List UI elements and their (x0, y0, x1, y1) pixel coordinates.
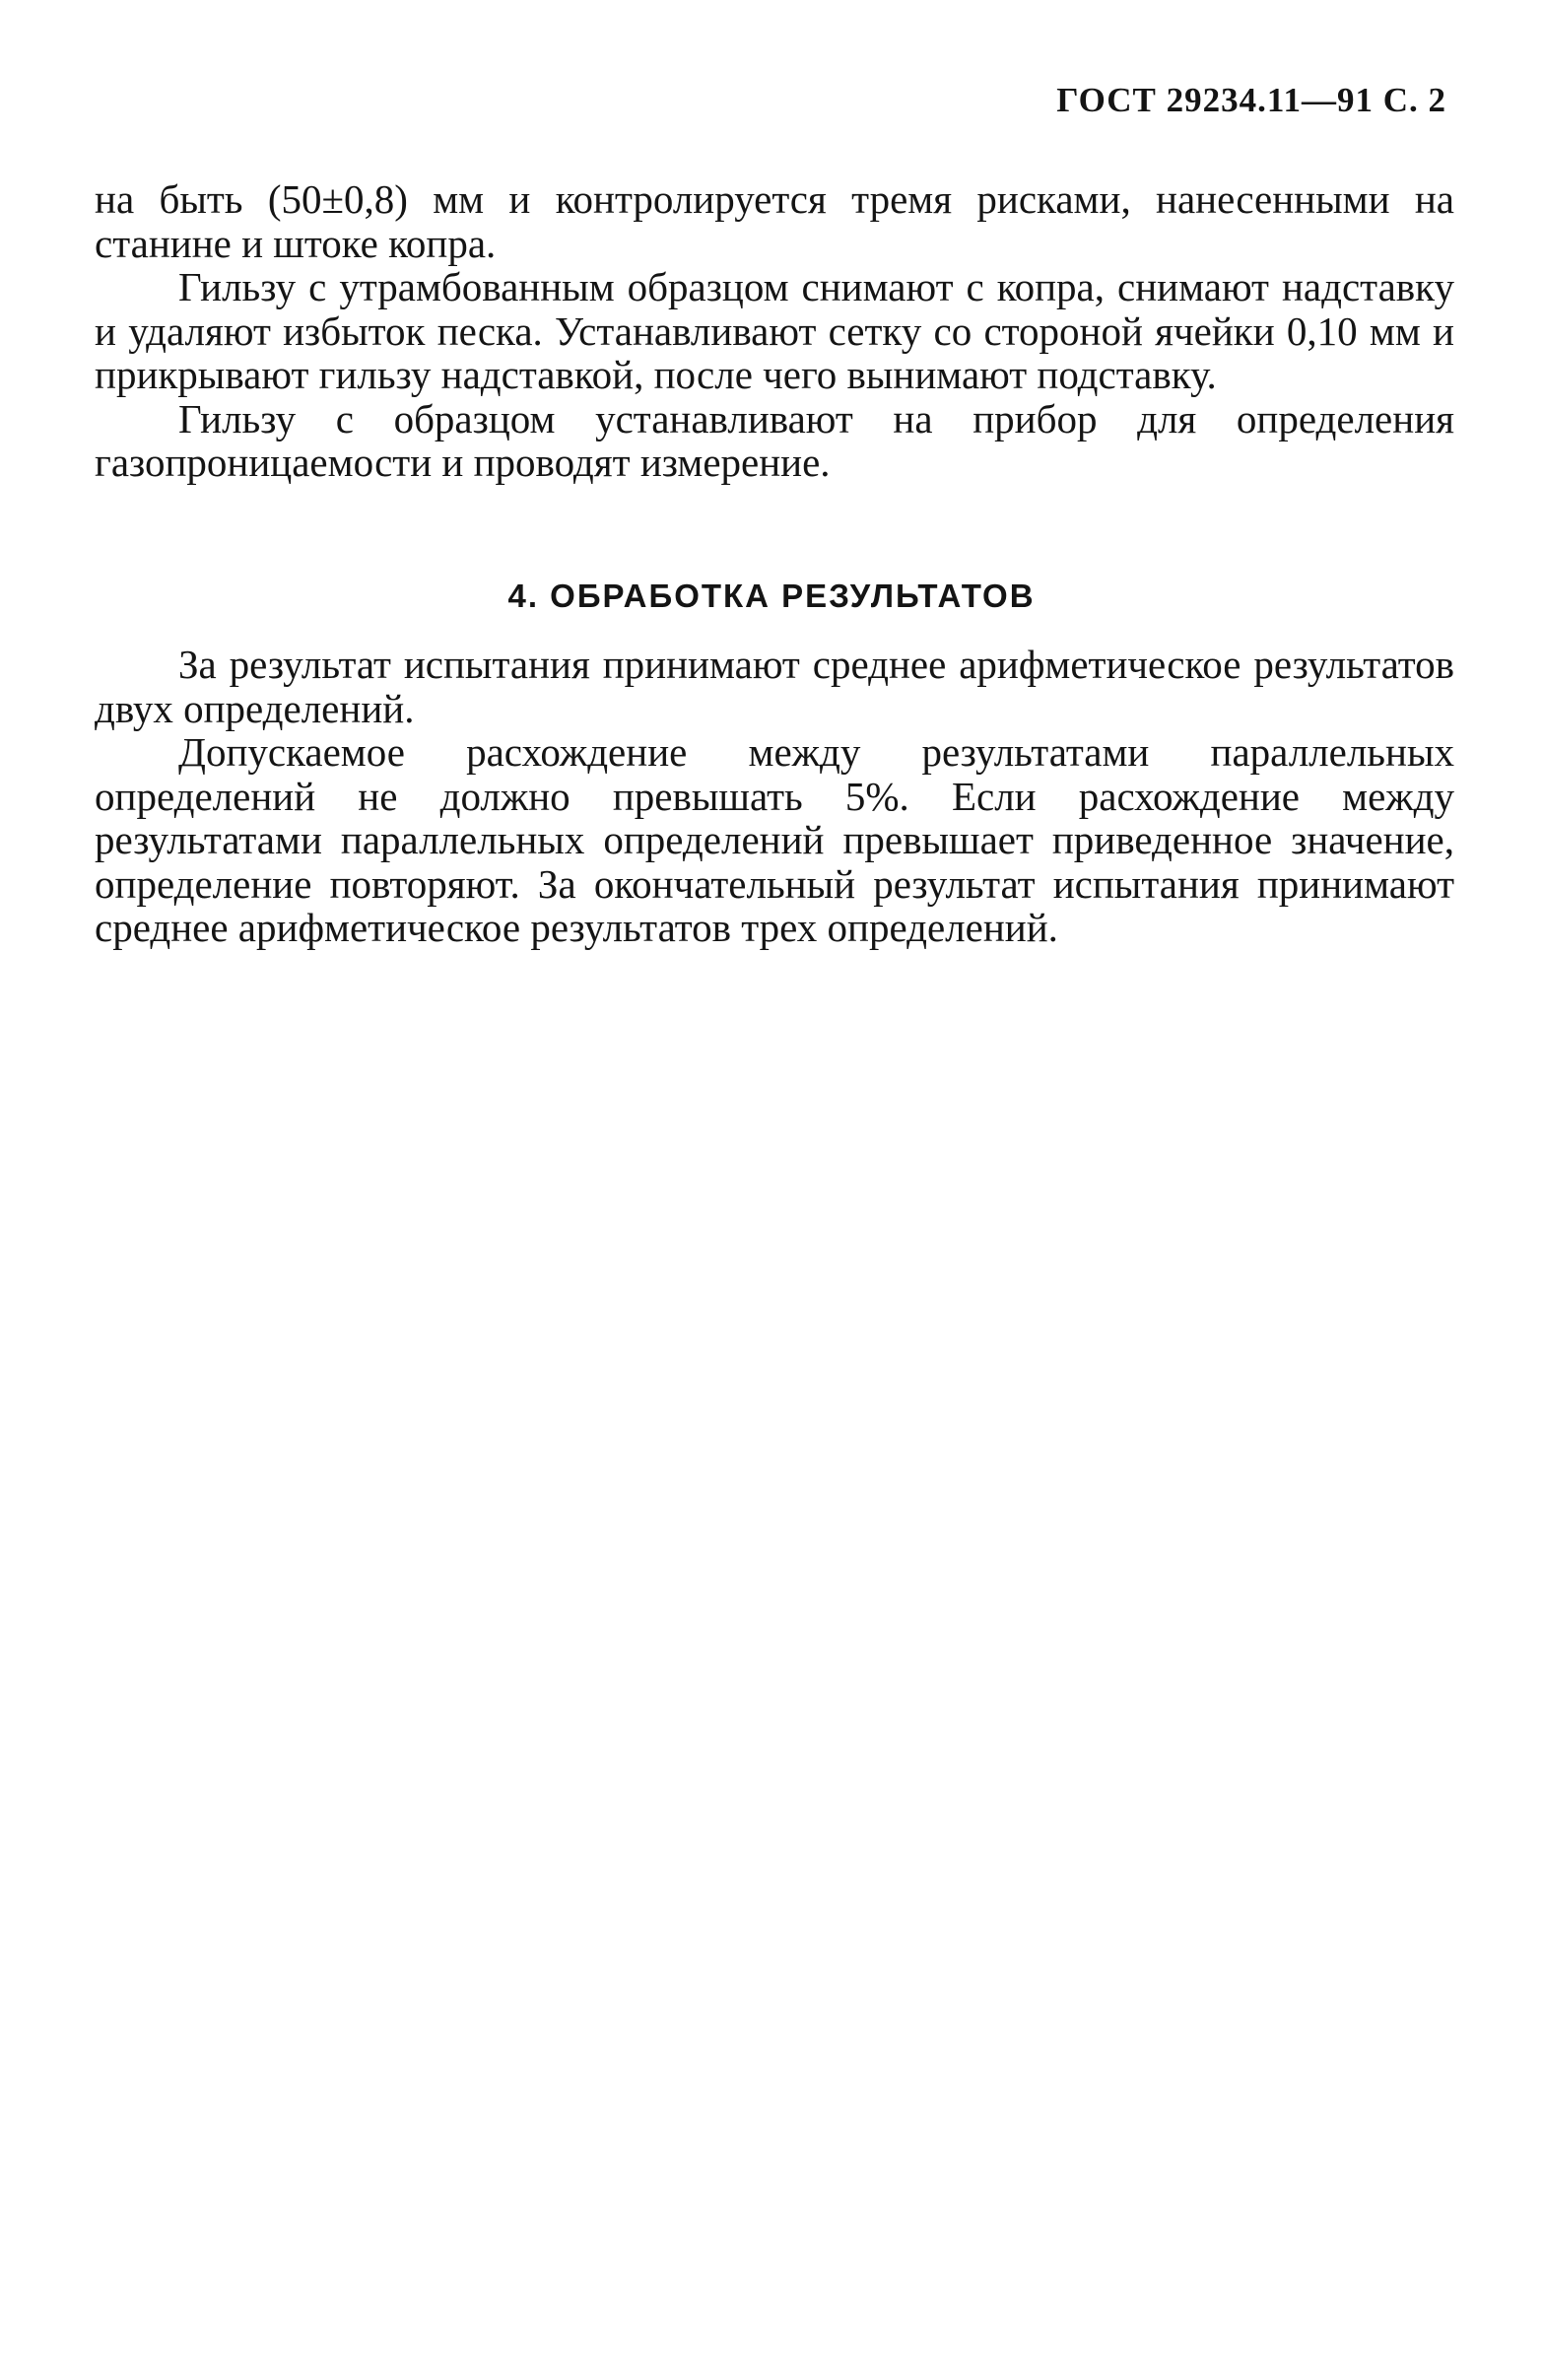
paragraph-remove-sleeve: Гильзу с утрамбованным образцом снимают с копра, снимают надставку и удаляют избыток песка. Устанавливают сетку со стороной ячейки 0,10 мм и прикрывают гильзу надставкой, после чего вынимают подставку. (95, 264, 1454, 397)
paragraph-tolerance: Допускаемое расхождение между результатами параллельных определений не должно превышать 5%. Если расхождение между результатами параллельных определений превышает приведенное значение, определение повторяют. За окончательный результат испытания принимают среднее арифметическое результатов трех определений. (95, 729, 1454, 950)
section-heading: 4. ОБРАБОТКА РЕЗУЛЬТАТОВ (507, 578, 1036, 614)
section-4-body (95, 643, 1454, 950)
paragraph-continuation: на быть (50±0,8) мм и контролируется тремя рисками, нанесенными на станине и штоке копра. (95, 176, 1454, 266)
paragraph-measurement: Гильзу с образцом устанавливают на прибор для определения газопроницаемости и проводят измерение. (95, 395, 1454, 485)
section-3-continuation (95, 177, 1454, 485)
running-header: ГОСТ 29234.11—91 С. 2 (1056, 81, 1446, 119)
paragraph-result-definition: За результат испытания принимают среднее арифметическое результатов двух определений. (95, 642, 1454, 731)
